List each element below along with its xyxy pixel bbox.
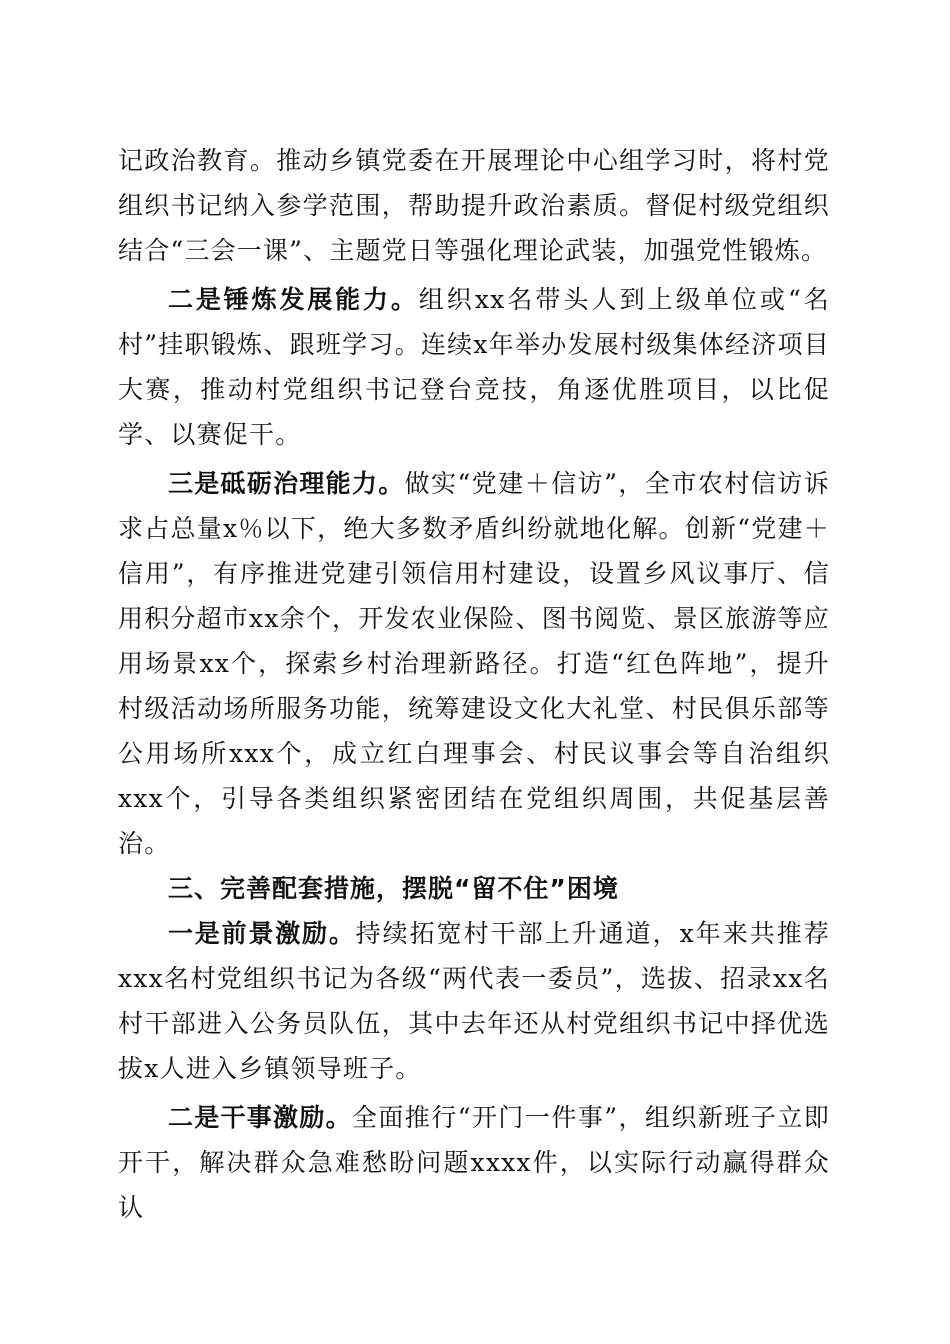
paragraph-lead: 三是砥砺治理能力。 (168, 469, 405, 498)
paragraph-lead: 一是前景激励。 (168, 919, 356, 948)
paragraph-lead: 二是锤炼发展能力。 (168, 285, 419, 314)
document-body (118, 138, 830, 1230)
paragraph-governance-ability (118, 461, 830, 866)
section-heading-text: 三、完善配套措施，摆脱“留不住”困境 (168, 874, 619, 903)
paragraph-text: 持续拓宽村干部上升通道，x年来共推荐xxx名村党组织书记为各级“两代表一委员”，选拔、招录xx名村干部进入公务员队伍，其中去年还从村党组织书记中择优选拔x人进入乡镇领导班子。 (118, 919, 830, 1083)
paragraph-text: 全面推行“开门一件事”，组织新班子立即开干，解决群众急难愁盼问题xxxx件，以实际行动赢得群众认 (118, 1103, 830, 1222)
paragraph-development-ability (118, 277, 830, 457)
paragraph-text: 做实“党建＋信访”，全市农村信访诉求占总量x％以下，绝大多数矛盾纠纷就地化解。创新“党建＋信用”，有序推进党建引领信用村建设，设置乡风议事厅、信用积分超市xx余个，开发农业保险、图书阅览、景区旅游等应用场景xx个，探索乡村治理新路径。打造“红色阵地”，提升村级活动场所服务功能，统筹建设文化大礼堂、村民俱乐部等公用场所xxx个，成立红白理事会、村民议事会等自治组织xxx个，引导各类组织紧密团结在党组织周围，共促基层善治。 (118, 469, 830, 858)
paragraph-work-incentive (118, 1095, 830, 1230)
paragraph-text: 记政治教育。推动乡镇党委在开展理论中心组学习时，将村党组织书记纳入参学范围，帮助提升政治素质。督促村级党组织结合“三会一课”、主题党日等强化理论武装，加强党性锻炼。 (118, 146, 830, 265)
section-heading (118, 866, 830, 911)
paragraph-text: 组织xx名带头人到上级单位或“名村”挂职锻炼、跟班学习。连续x年举办发展村级集体经济项目大赛，推动村党组织书记登台竞技，角逐优胜项目，以比促学、以赛促干。 (118, 285, 830, 449)
paragraph-political-education (118, 138, 830, 273)
paragraph-prospect-incentive (118, 911, 830, 1091)
paragraph-lead: 二是干事激励。 (168, 1103, 352, 1132)
